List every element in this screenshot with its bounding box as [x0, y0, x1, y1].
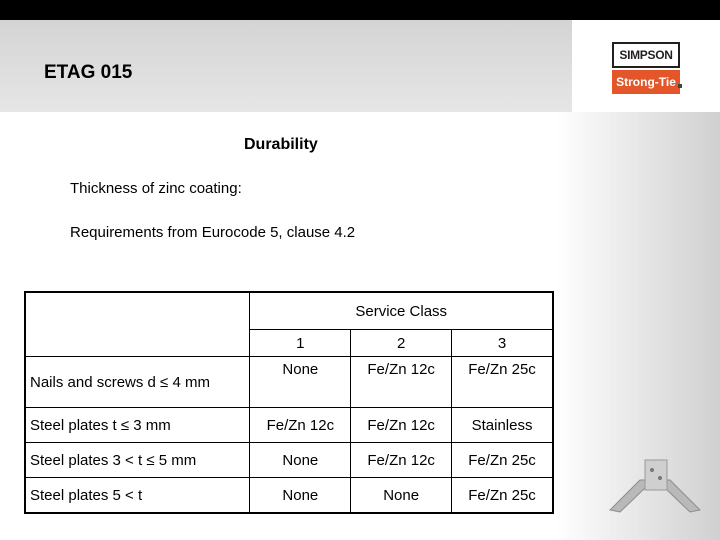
cell-value: None — [351, 478, 452, 514]
cell-value: Fe/Zn 12c — [250, 408, 351, 443]
cell-value: Fe/Zn 12c — [351, 408, 452, 443]
class-header-2: 2 — [351, 330, 452, 357]
cell-value: Stainless — [452, 408, 553, 443]
empty-header-cell — [25, 292, 250, 357]
table-row — [25, 478, 553, 514]
body-line-2: Requirements from Eurocode 5, clause 4.2 — [70, 224, 356, 241]
metal-bracket-image — [600, 440, 710, 520]
top-bar — [0, 0, 720, 20]
logo-strongtie-text: Strong-Tie — [612, 70, 680, 94]
cell-value: Fe/Zn 25c — [452, 443, 553, 478]
cell-value: None — [250, 443, 351, 478]
row-label: Steel plates 3 < t ≤ 5 mm — [25, 443, 250, 478]
cell-value: Fe/Zn 25c — [452, 357, 553, 408]
service-class-table — [24, 291, 554, 514]
section-heading: Durability — [244, 136, 318, 153]
cell-value: None — [250, 357, 351, 408]
row-label: Steel plates t ≤ 3 mm — [25, 408, 250, 443]
row-label: Nails and screws d ≤ 4 mm — [25, 357, 250, 408]
service-class-header: Service Class — [250, 292, 553, 330]
cell-value: Fe/Zn 12c — [351, 357, 452, 408]
table-header-row — [25, 292, 553, 330]
cell-value: Fe/Zn 12c — [351, 443, 452, 478]
table-row — [25, 408, 553, 443]
table-row — [25, 357, 553, 408]
body-line-1: Thickness of zinc coating: — [70, 180, 242, 197]
class-header-1: 1 — [250, 330, 351, 357]
row-label: Steel plates 5 < t — [25, 478, 250, 514]
registered-mark-icon — [678, 84, 682, 88]
logo-simpson-text: SIMPSON — [612, 42, 680, 68]
cell-value: Fe/Zn 25c — [452, 478, 553, 514]
cell-value: None — [250, 478, 351, 514]
table-row — [25, 443, 553, 478]
simpson-logo — [612, 42, 680, 94]
slide-title: ETAG 015 — [44, 62, 133, 83]
class-header-3: 3 — [452, 330, 553, 357]
